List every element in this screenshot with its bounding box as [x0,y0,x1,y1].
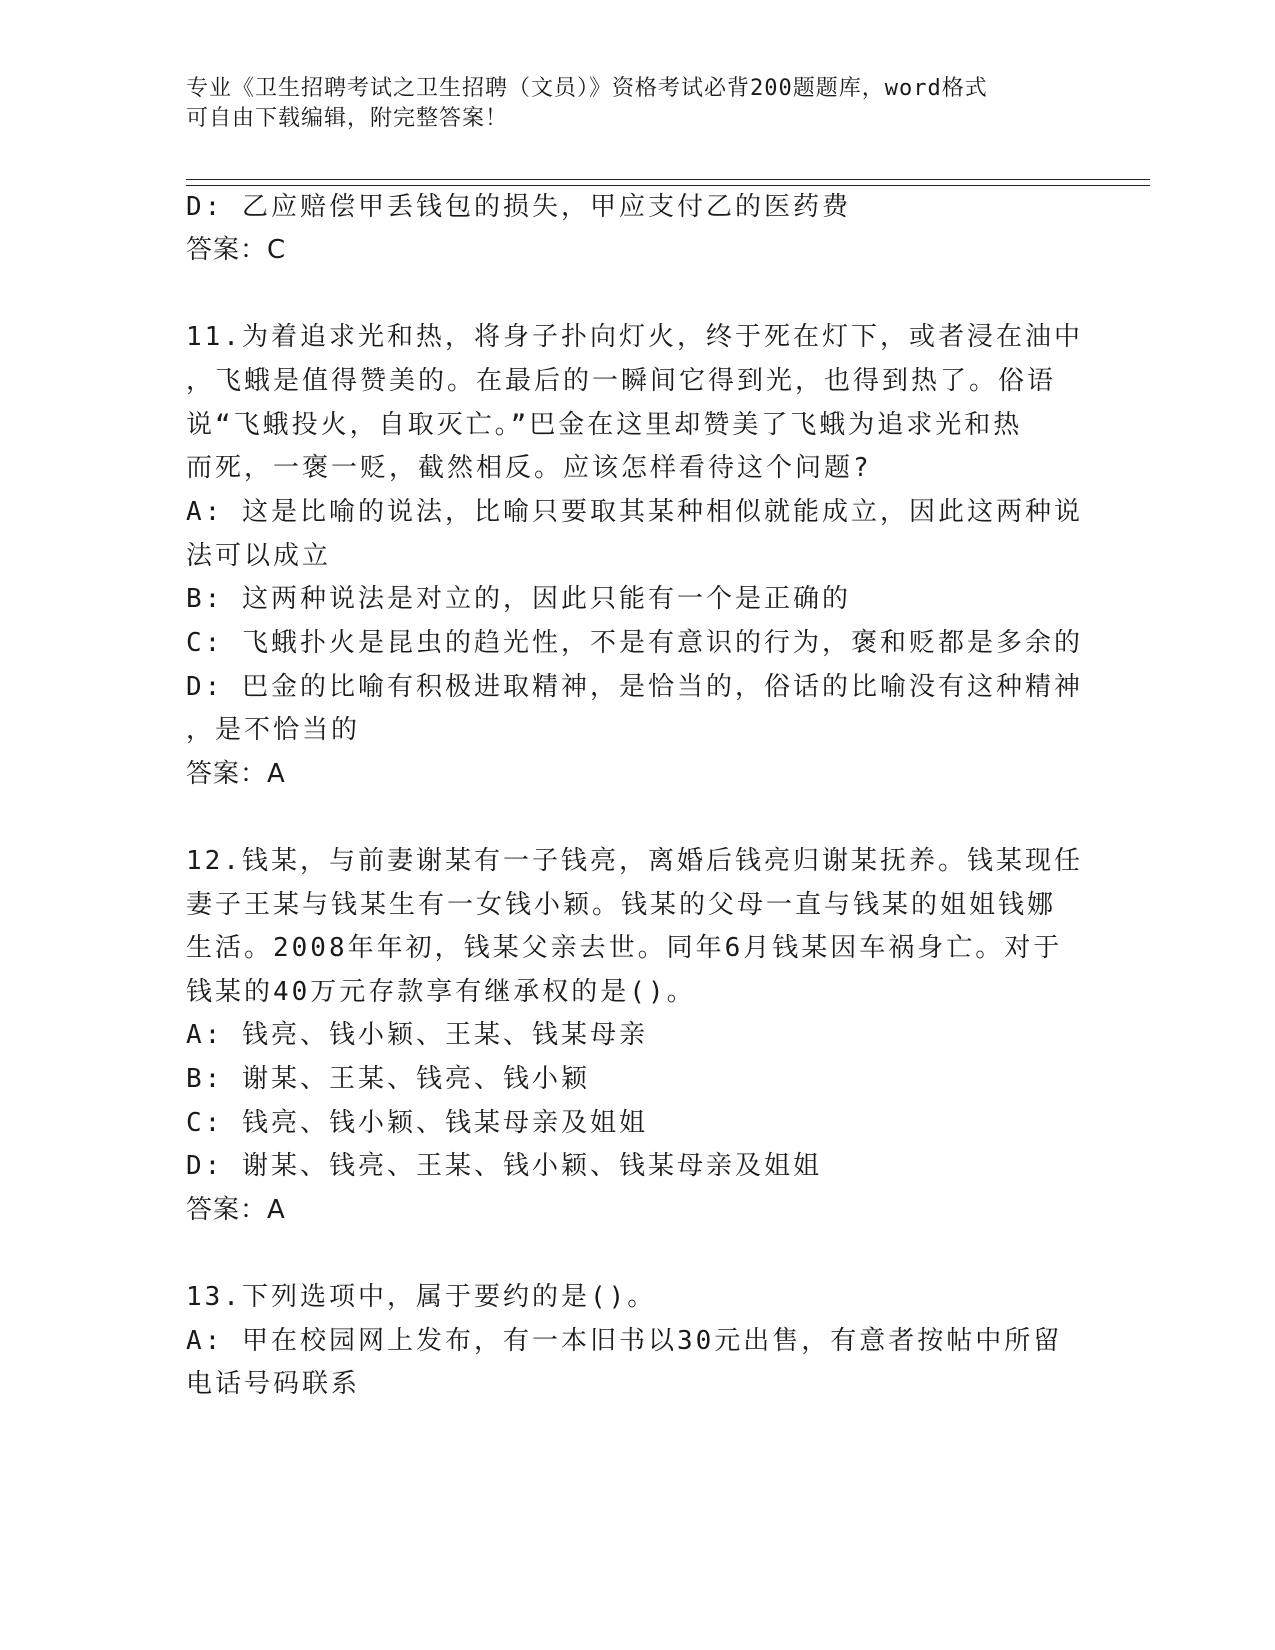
q11-answer: 答案：A [186,759,286,789]
q12-stem-line: 妻子王某与钱某生有一女钱小颖。钱某的父母一直与钱某的姐姐钱娜 [186,890,1057,920]
q11-option-a: A: 这是比喻的说法，比喻只要取其某种相似就能成立，因此这两种说 [186,497,1083,527]
q11-option-d-cont: ，是不恰当的 [186,715,361,745]
q11-stem-line: 说“飞蛾投火，自取灭亡。”巴金在这里却赞美了飞蛾为追求光和热 [186,410,1023,440]
q12-stem-line: 12.钱某，与前妻谢某有一子钱亮，离婚后钱亮归谢某抚养。钱某现任 [186,846,1083,876]
q10-answer: 答案：C [186,235,287,265]
q10-option-d: D: 乙应赔偿甲丢钱包的损失，甲应支付乙的医药费 [186,192,851,222]
q11-option-c: C: 飞蛾扑火是昆虫的趋光性，不是有意识的行为，褒和贬都是多余的 [186,628,1083,658]
header-divider-top [186,179,1150,180]
q13-option-a-cont: 电话号码联系 [186,1369,361,1399]
q12-option-d: D: 谢某、钱亮、王某、钱小颖、钱某母亲及姐姐 [186,1151,822,1181]
q12-option-c: C: 钱亮、钱小颖、钱某母亲及姐姐 [186,1108,648,1138]
page-header [186,74,1066,134]
q12-option-b: B: 谢某、王某、钱亮、钱小颖 [186,1064,590,1094]
q11-stem-line: 而死，一褒一贬，截然相反。应该怎样看待这个问题? [186,453,872,483]
header-divider-bottom [186,185,1150,186]
q12-answer: 答案：A [186,1195,286,1225]
q12-option-a: A: 钱亮、钱小颖、王某、钱某母亲 [186,1020,648,1050]
q11-stem-line: 11.为着追求光和热，将身子扑向灯火，终于死在灯下，或者浸在油中 [186,322,1083,352]
q12-stem-line: 生活。2008年年初，钱某父亲去世。同年6月钱某因车祸身亡。对于 [186,933,1063,963]
q12-stem-line: 钱某的40万元存款享有继承权的是()。 [186,977,696,1007]
q11-option-b: B: 这两种说法是对立的，因此只能有一个是正确的 [186,584,851,614]
q13-option-a: A: 甲在校园网上发布，有一本旧书以30元出售，有意者按帖中所留 [186,1326,1063,1356]
q11-option-a-cont: 法可以成立 [186,541,332,571]
header-line-2: 可自由下载编辑，附完整答案！ [186,106,509,131]
header-line-1: 专业《卫生招聘考试之卫生招聘（文员）》资格考试必背200题题库，word格式 [186,76,988,101]
q11-stem-line: ，飞蛾是值得赞美的。在最后的一瞬间它得到光，也得到热了。俗语 [186,366,1057,396]
q11-option-d: D: 巴金的比喻有积极进取精神，是恰当的，俗话的比喻没有这种精神 [186,672,1083,702]
q13-stem-line: 13.下列选项中，属于要约的是()。 [186,1282,657,1312]
